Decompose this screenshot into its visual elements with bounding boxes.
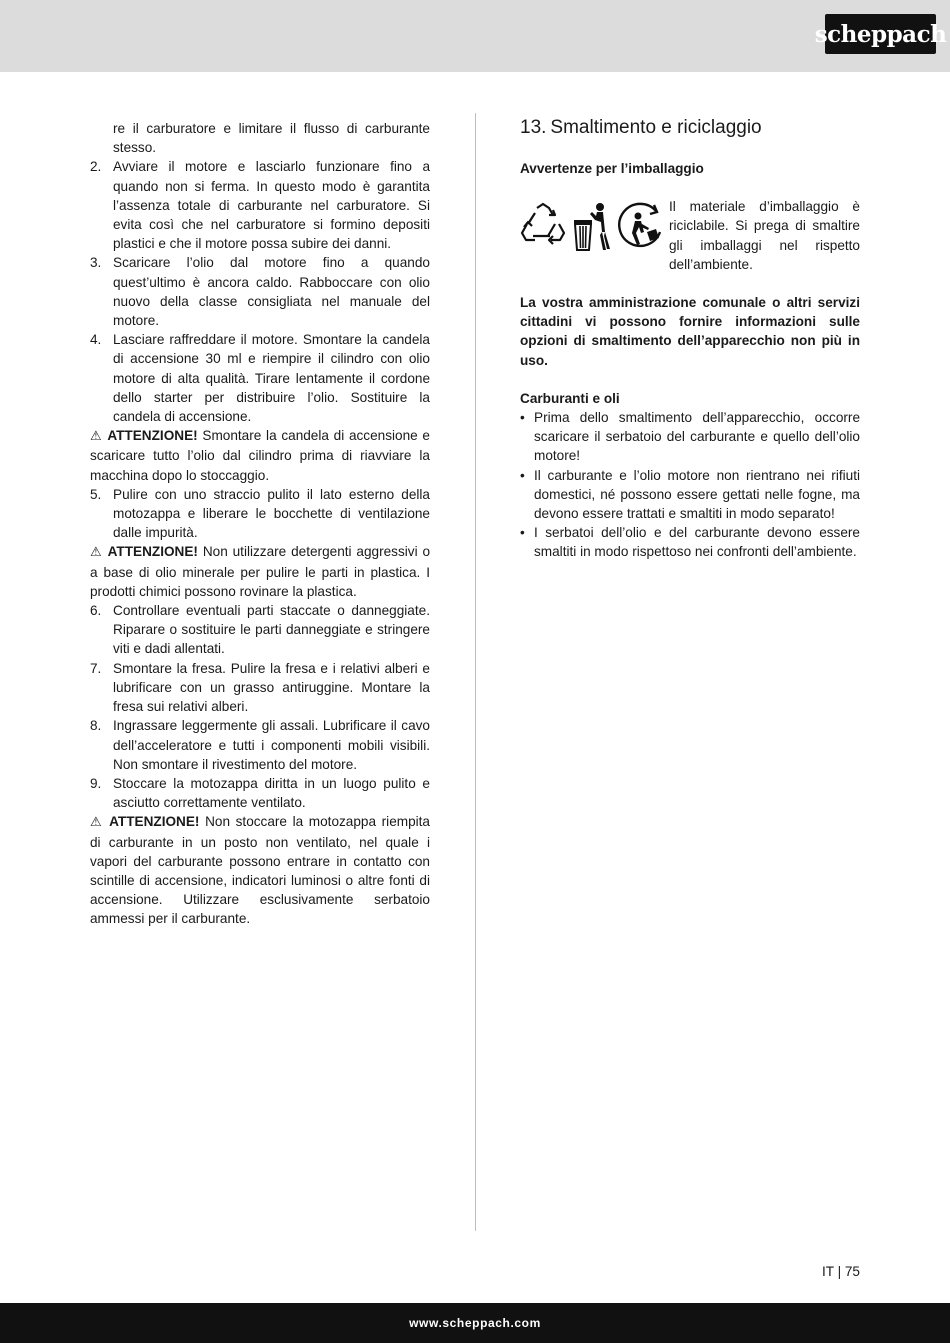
- warning-label: ATTENZIONE!: [107, 544, 198, 560]
- warning-label: ATTENZIONE!: [107, 428, 198, 444]
- item-text: Il carburante e l’olio motore non rientrano nei rifiuti domestici, né possono essere gettati nelle fogne, ma devono essere trattati e smaltiti in modo separato!: [534, 467, 860, 522]
- warning-note: [90, 812, 430, 928]
- warning-icon: ⚠: [90, 815, 104, 831]
- left-column: [90, 119, 430, 929]
- warning-icon: ⚠: [90, 429, 103, 445]
- item-text: I serbatoi dell’olio e del carburante devono essere smaltiti in modo rispettoso nei confronti dell’ambiente.: [534, 525, 860, 560]
- list-item: [90, 330, 430, 426]
- packaging-block: [520, 197, 860, 274]
- section-title: [520, 116, 860, 140]
- item-number: 3.: [90, 255, 102, 271]
- item-number: 7.: [90, 660, 102, 676]
- item-text: Prima dello smaltimento dell’apparecchio, occorre scaricare il serbatoio del carburante e quello dell’olio motore!: [534, 410, 860, 464]
- warning-text: Smontare la candela di accensione e scaricare tutto l’olio dal cilindro prima di riavviare la macchina dopo lo stoccaggio.: [90, 428, 430, 483]
- packaging-text: Il materiale d’imballaggio è riciclabile. Si prega di smaltire gli imballaggi nel rispetto dell’ambiente.: [669, 199, 860, 272]
- municipal-note: La vostra amministrazione comunale o altri servizi cittadini vi possono fornire informazioni sulle opzioni di smaltimento dell’apparecchio non più in uso.: [520, 295, 860, 368]
- warning-icon: ⚠: [90, 545, 103, 561]
- warning-note: [90, 542, 430, 601]
- continued-text: re il carburatore e limitare il flusso di carburante stesso.: [113, 121, 430, 156]
- warning-text: Non stoccare la motozappa riempita di carburante in un posto non ventilato, nel quale i vapori del carburante possono entrare in contatto con scintille di accensione, indicatori luminosi o altre fonti di accensione. Utilizzare esclusivamente serbatoio ammessi per il carburante.: [90, 814, 430, 927]
- list-item: [520, 408, 860, 466]
- footer-url[interactable]: www.scheppach.com: [409, 1316, 541, 1330]
- right-column: [520, 116, 860, 562]
- brand-logo: scheppach: [825, 14, 936, 54]
- page-separator: |: [837, 1264, 842, 1279]
- list-item: [90, 716, 430, 774]
- list-item: [90, 659, 430, 717]
- item-number: 4.: [90, 332, 102, 348]
- trash-bin-icon: [570, 202, 612, 252]
- item-text: Controllare eventuali parti staccate o danneggiate. Riparare o sostituire le parti danneggiate e stringere viti e dadi allentati.: [113, 603, 430, 657]
- list-item: [90, 774, 430, 812]
- list-item: [90, 601, 430, 659]
- footer-bar: [0, 1303, 950, 1343]
- list-item: [90, 485, 430, 543]
- page-number-value: 75: [844, 1264, 860, 1279]
- fuels-heading: Carburanti e oli: [520, 390, 620, 406]
- section-number: 13.: [520, 117, 547, 138]
- item-text: Stoccare la motozappa diritta in un luogo pulito e asciutto correttamente ventilato.: [113, 775, 430, 811]
- item-text: Scaricare l’olio dal motore fino a quando quest’ultimo è ancora caldo. Rabboccare con olio nuovo della classe consigliata nel manuale del motore.: [113, 255, 430, 329]
- item-text: Smontare la fresa. Pulire la fresa e i relativi alberi e lubrificare con un grasso antiruggine. Montare la fresa sui relativi alberi.: [113, 660, 430, 715]
- bullet: •: [520, 410, 525, 426]
- recycling-person-icon: [616, 202, 666, 252]
- list-item: [520, 523, 860, 561]
- item-number: 9.: [90, 775, 102, 791]
- list-item: [90, 253, 430, 330]
- item-text: Pulire con uno straccio pulito il lato esterno della motozappa e liberare le bocchette di ventilazione dalle impurità.: [113, 486, 430, 541]
- bullet: •: [520, 525, 525, 541]
- page-lang: IT: [821, 1264, 834, 1279]
- header-bar: [0, 0, 950, 72]
- warning-text: Non utilizzare detergenti aggressivi o a base di olio minerale per pulire le parti in plastica. I prodotti chimici possono rovinare la plastica.: [90, 544, 431, 599]
- warning-note: [90, 426, 430, 485]
- section-title-text: Smaltimento e riciclaggio: [550, 117, 762, 138]
- list-item: [520, 466, 860, 524]
- recycle-icon: [520, 202, 566, 252]
- column-divider: [475, 113, 476, 1231]
- page-number: [770, 1264, 860, 1279]
- item-number: 8.: [90, 718, 102, 734]
- item-text: Lasciare raffreddare il motore. Smontare la candela di accensione 30 ml e riempire il cilindro con olio motore di alta qualità. Tirare lentamente il cordone dello starter per distribuire l’olio. Sostituire la candela di accensione.: [113, 332, 430, 425]
- list-item: [90, 157, 430, 253]
- item-number: 6.: [90, 603, 102, 619]
- item-text: Avviare il motore e lasciarlo funzionare fino a quando non si ferma. In questo modo è garantita l’assenza totale di carburante nel carburatore. Si evita così che nel carburatore si formino depositi plastici e che il motore possa subire dei danni.: [113, 159, 430, 252]
- packaging-icons: [520, 197, 669, 274]
- item-text: Ingrassare leggermente gli assali. Lubrificare il cavo dell’acceleratore e tutti i componenti mobili visibili. Non smontare il rivestimento del motore.: [113, 718, 430, 772]
- bullet: •: [520, 467, 525, 483]
- item-number: 2.: [90, 159, 102, 175]
- packaging-heading: Avvertenze per l’imballaggio: [520, 161, 704, 176]
- item-number: 5.: [90, 486, 102, 502]
- warning-label: ATTENZIONE!: [109, 814, 200, 830]
